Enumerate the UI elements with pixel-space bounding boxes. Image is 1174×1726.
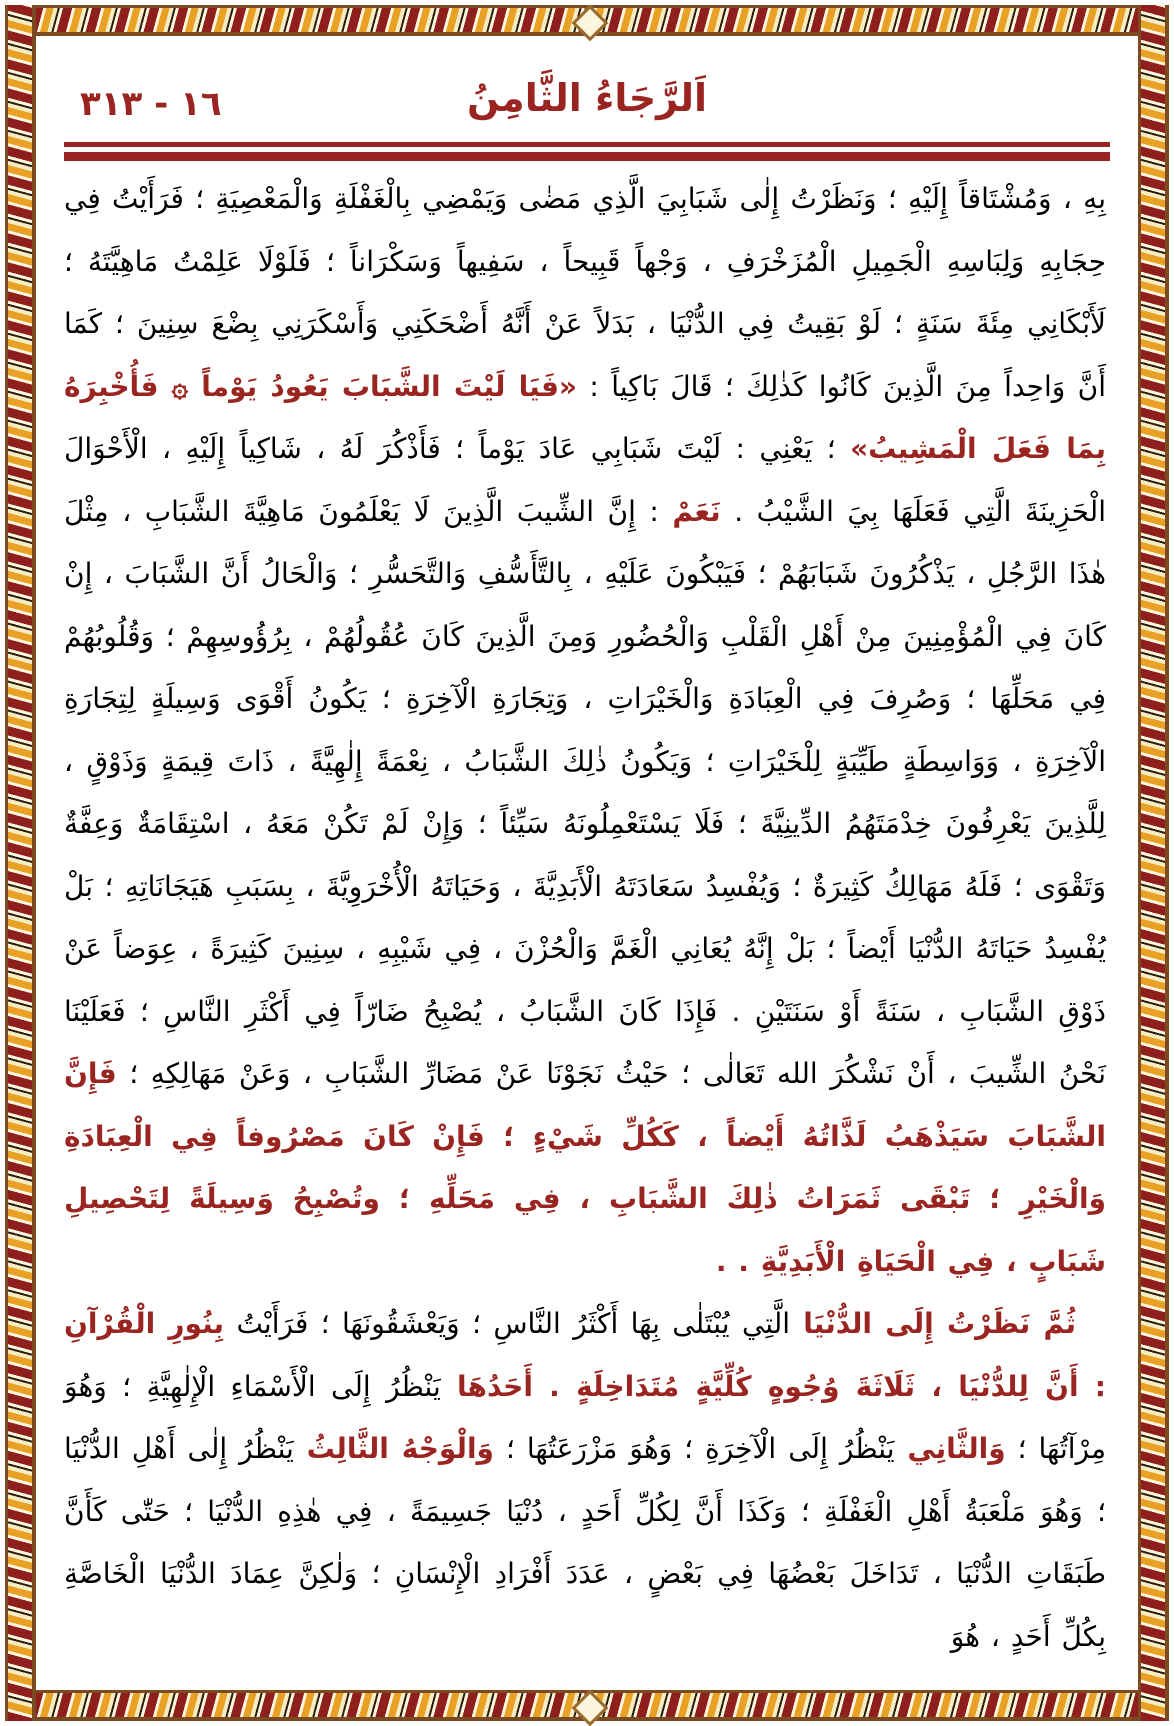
text-run-red: نَعَمْ: [672, 494, 721, 528]
border-left-ornament: [5, 5, 36, 1721]
text-run-red: فَإِنَّ الشَّبَابَ سَيَذْهَبُ لَذَّاتُهُ أَيْضاً ، كَكُلِّ شَيْءٍ ؛ فَإِنْ كَانَ مَصْرُوفاً فِي الْعِبَادَةِ وَالْخَيْرِ ؛ تَبْقَى ثَمَرَاتُ ذٰلِكَ الشَّبَابِ ، فِي مَحَلِّهِ ؛ وتُصْبِحُ وَسِيلَةً لِتَحْصِيلِ شَبَابٍ ، فِي الْحَيَاةِ الْأَبَدِيَّةِ . .: [64, 1057, 1106, 1278]
text-run-red: ثُمَّ نَظَرْتُ إِلَى الدُّنْيَا: [790, 1307, 1076, 1340]
text-run-red: بِنُورِ الْقُرْآنِ : أَنَّ لِلدُّنْيَا ، ثَلَاثَةَ وُجُوهٍ كُلِّيَّةٍ مُتَدَاخِلَةٍ . أَحَدُهَا: [64, 1307, 1107, 1403]
border-top-ornament: [5, 5, 1169, 36]
text-run-black: يَنْظُرُ إِلَى الْآخِرَةِ ؛ وَهُوَ مَزْرَعَتُهَا ؛: [493, 1432, 895, 1465]
paragraph: [64, 168, 1106, 1293]
text-run-black: الَّتِي يُبْتَلٰى بِهَا أَكْثَرُ النَّاسِ ؛ وَيَعْشَقُونَهَا ؛ فَرَأَيْتُ: [224, 1307, 791, 1340]
text-run-black: : إِنَّ الشِّيبَ الَّذِينَ لَا يَعْلَمُونَ مَاهِيَّةَ الشَّبَابِ ، مِثْلَ هٰذَا الرَّجُلِ ، يَذْكُرُونَ شَبَابَهُمْ ؛ فَيَبْكُونَ عَلَيْهِ ، بِالتَّأَسُّفِ وَالتَّحَسُّرِ ؛ وَالْحَالُ أَنَّ الشَّبَابَ ، إِنْ كَانَ فِي الْمُؤْمِنِينَ مِنْ أَهْلِ الْقَلْبِ وَالْحُضُورِ وَمِنَ الَّذِينَ كَانَ عُقُولُهُمْ ، بِرُؤُوسِهِمْ ؛ وَقُلُوبُهُمْ فِي مَحَلِّهَا ؛ وَصُرِفَ فِي الْعِبَادَةِ وَالْخَيْرَاتِ ، وَتِجَارَةِ الْآخِرَةِ ؛ يَكُونُ أَقْوَى وَسِيلَةٍ لِتِجَارَةِ الْآخِرَةِ ، وَوَاسِطَةٍ طَيِّبَةٍ لِلْخَيْرَاتِ ؛ وَيَكُونُ ذٰلِكَ الشَّبَابُ ، نِعْمَةً إِلٰهِيَّةً ، ذَاتَ قِيمَةٍ وَذَوْقٍ ، لِلَّذِينَ يَعْرِفُونَ خِدْمَتَهُمُ الدِّينِيَّةَ ؛ فَلَا يَسْتَعْمِلُونَهُ سَيِّئاً ؛ وَإِنْ لَمْ تَكُنْ مَعَهُ ، اسْتِقَامَةٌ وَعِفَّةٌ وَتَقْوَى ؛ فَلَهُ مَهَالِكُ كَثِيرَةٌ ؛ وَيُفْسِدُ سَعَادَتَهُ الْأَبَدِيَّةَ ، وَحَيَاتَهُ الْأُخْرَوِيَّةَ ، بِسَبَبِ هَيَجَانَاتِهِ ؛ بَلْ يُفْسِدُ حَيَاتَهُ الدُّنْيَا أَيْضاً ؛ بَلْ إِنَّهُ يُعَانِي الْغَمَّ وَالْحُزْنَ ، فِي شَيْبِهِ ، سِنِينَ كَثِيرَةً ، عِوَضاً عَنْ ذَوْقِ الشَّبَابِ ، سَنَةً أَوْ سَنَتَيْنِ . فَإِذَا كَانَ الشَّبَابُ ، يُصْبِحُ ضَارّاً فِي أَكْثَرِ النَّاسِ ؛ فَعَلَيْنَا نَحْنُ الشِّيبَ ، أَنْ نَشْكُرَ الله تَعَالٰى ؛ حَيْثُ نَجَوْنَا عَنْ مَضَارِّ الشَّبَابِ ، وَعَنْ مَهَالِكِهِ ؛: [64, 494, 1106, 1090]
border-right-ornament: [1138, 5, 1169, 1721]
text-run-black: ؛ يَعْنِي : لَيْتَ شَبَابِي عَادَ يَوْماً ؛ فَأَذْكُرَ لَهُ ، شَاكِياً إِلَيْهِ ، الْأَحْوَالَ الْحَزِينَةَ الَّتِي فَعَلَهَا بِيَ الشَّيْبُ .: [64, 432, 1106, 528]
page-number: ١٦ - ٣١٣: [80, 84, 222, 124]
text-run-black: يَنْظُرُ إِلَى الْأَسْمَاءِ الْإِلٰهِيَّةِ ؛ وَهُوَ مِرْآتُهَا ؛: [64, 1369, 1106, 1465]
body-text: [64, 168, 1106, 1678]
header-divider-rule: [64, 142, 1110, 161]
text-run-red: وَالْوَجْهُ الثَّالِثُ: [293, 1432, 494, 1465]
paragraph: [64, 1293, 1106, 1668]
border-bottom-ornament: [5, 1690, 1169, 1721]
page-title: اَلرَّجَاءُ الثَّامِنُ: [466, 76, 708, 120]
text-run-black: بِهِ ، وَمُشْتَاقاً إِلَيْهِ ؛ وَنَظَرْتُ إِلٰى شَبَابِيَ الَّذِي مَضٰى وَيَمْضِي بِالْغَفْلَةِ وَالْمَعْصِيَةِ ؛ فَرَأَيْتُ فِي حِجَابِهِ وَلِبَاسِهِ الْجَمِيلِ الْمُزَخْرَفِ ، وَجْهاً قَبِيحاً ، سَفِيهاً وَسَكْرَاناً ؛ فَلَوْلَا عَلِمْتُ مَاهِيَّتَهُ ؛ لَأَبْكَانِي مِئَةَ سَنَةٍ ؛ لَوْ بَقِيتُ فِي الدُّنْيَا ، بَدَلاً عَنْ أَنَّهُ أَضْحَكَنِي وَأَسْكَرَنِي بِضْعَ سِنِينَ ؛ كَمَا أَنَّ وَاحِداً مِنَ الَّذِينَ كَانُوا كَذٰلِكَ ؛ قَالَ بَاكِياً :: [64, 182, 1106, 403]
page-header: [70, 70, 1104, 140]
text-run-red: «فَيَا لَيْتَ الشَّبَابَ يَعُودُ يَوْماً ۞ فَأُخْبِرَهُ بِمَا فَعَلَ الْمَشِيبُ»: [64, 369, 1106, 465]
header-rule-thick-line: [64, 152, 1110, 161]
text-run-black: يَنْظُرُ إِلٰى أَهْلِ الدُّنْيَا ؛ وَهُوَ مَلْعَبَةُ أَهْلِ الْغَفْلَةِ ؛ وَكَذَا أَنَّ لِكُلِّ أَحَدٍ ، دُنْيَا جَسِيمَةً ، فِي هٰذِهِ الدُّنْيَا ؛ حَتّٰى كَأَنَّ طَبَقَاتِ الدُّنْيَا ، تَدَاخَلَ بَعْضُهَا فِي بَعْضٍ ، عَدَدَ أَفْرَادِ الْإِنْسَانِ ؛ وَلٰكِنَّ عِمَادَ الدُّنْيَا الْخَاصَّةِ بِكُلِّ أَحَدٍ ، هُوَ: [64, 1432, 1106, 1653]
text-run-red: وَالثَّانِي: [894, 1432, 1006, 1465]
